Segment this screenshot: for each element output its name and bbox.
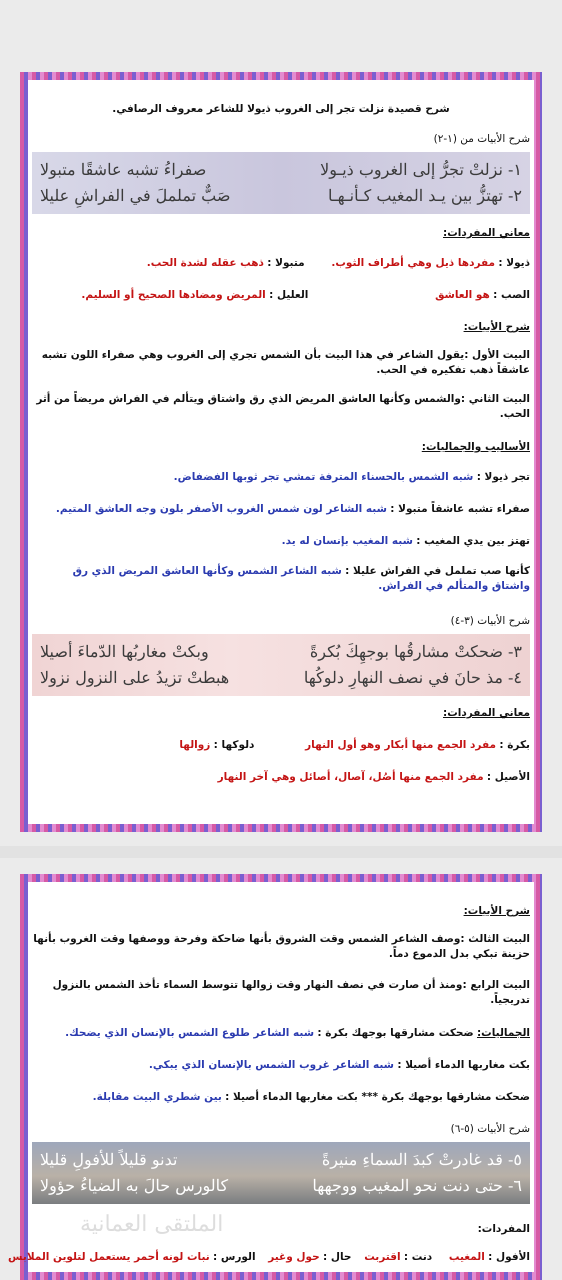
verse-4 (40, 665, 522, 691)
style-text: شبه الشمس بالحسناء المترفة تمشي تجر ثوبها الفضفاض. (173, 471, 474, 483)
explain-verse-4: البيت الرابع :ومنذ أن صارت في نصف النهار وقت زوالها تتوسط السماء تأخذ الشمس بالنزول تدريجياً. (52, 979, 530, 1006)
verse-6-left: كالورس حالَ به الضياءُ حؤولا (40, 1176, 229, 1195)
verses-5-6-banner (32, 1142, 530, 1204)
beauty-item-2 (32, 1058, 530, 1073)
style-item-1 (32, 470, 530, 485)
verse-5-left: تدنو قليلاً للأفولِ قليلا (40, 1150, 178, 1169)
vocab-term: الأصيل : (486, 771, 530, 783)
beauty-label: بكت مغاربها الدماء أصيلا : (397, 1059, 530, 1071)
verse-1-left: صفراءُ تشبه عاشقًا متبولا (40, 160, 207, 179)
verses-1-2-banner (32, 152, 530, 214)
verse-5-right: ٥- قد غادرتْ كبدَ السماءِ منيرةً (321, 1150, 522, 1169)
vocab-meaning: هو العاشق (435, 289, 490, 301)
vocab-meaning: اقتربت (364, 1251, 401, 1263)
verse-4-right: ٤- مذ حانَ في نصف النهارِ دلوكُها (303, 668, 522, 687)
vocab-term: دنت : (403, 1251, 433, 1263)
vocab-meaning: مفرد الجمع منها أبكار وهو أول النهار (305, 739, 497, 751)
verse-3-right: ٣- ضحكتْ مشارقُها بوجهِكَ بُكرةً (309, 642, 522, 661)
style-label: تجر ذيولا : (476, 471, 530, 483)
verse-6-right: ٦- حتى دنت نحو المغيب ووجهها (312, 1176, 522, 1195)
explain-verse-3: البيت الثالث :وصف الشاعر الشمس وقت الشروق بأنها ضاحكة وفرحة ووصفها وقت الغروب بأنها حزينة تبكي بدل الدموع دماً. (33, 933, 530, 960)
verse-2 (40, 183, 522, 209)
vocab-meaning: زوالها (179, 739, 211, 751)
style-text: شبه الشاعر لون شمس الغروب الأصفر بلون وجه العاشق المتيم. (55, 503, 387, 515)
vocab-term: الأفول : (488, 1251, 530, 1263)
vocab-meaning: المغيب (448, 1251, 485, 1263)
explain-verse-2: البيت الثاني :والشمس وكأنها العاشق المريض الذي رق واشتاق ويتألم في الفراش مريضاً من أثر الحب. (36, 393, 530, 420)
style-text: شبه المغيب بإنسان له يد. (281, 535, 413, 547)
verses-3-4-banner (32, 634, 530, 696)
verse-5 (40, 1147, 522, 1173)
style-item-3 (32, 534, 530, 549)
beauty-item-3 (32, 1090, 530, 1105)
beauty-label: ضحكت مشارقها بوجهك بكرة *** بكت مغاربها الدماء أصيلا : (225, 1091, 530, 1103)
page-separator (0, 846, 562, 858)
verse-3 (40, 639, 522, 665)
style-item-4 (32, 564, 530, 594)
document-page-1 (20, 72, 542, 832)
vocab-term: ذيولا : (498, 257, 530, 269)
style-label: صفراء تشبه عاشقاً متبولا : (390, 503, 530, 515)
style-item-2 (32, 502, 530, 517)
explain-heading-2: شرح الأبيات: (463, 905, 530, 917)
section-heading-1-2: شرح الأبيات من (١-٢) (433, 133, 530, 145)
vocab-row-4 (32, 770, 530, 785)
beauty-text: شبه الشاعر طلوع الشمس بالإنسان الذي يضحك. (65, 1027, 315, 1039)
vocab-meaning: نبات لونه أحمر يستعمل لتلوين الملابس (8, 1251, 210, 1263)
vocab-meaning: حول وغير (268, 1251, 320, 1263)
vocab-heading-2: معاني المفردات: (443, 707, 530, 719)
styles-heading: الأساليب والجماليات: (421, 441, 530, 453)
vocab-row-1 (32, 256, 530, 271)
section-heading-3-4: شرح الأبيات (٣-٤) (450, 615, 530, 627)
section-heading-5-6: شرح الأبيات (٥-٦) (450, 1123, 530, 1135)
vocab-meaning: مفرد الجمع منها أصُل، آصال، أصائل وهي آخر النهار (217, 771, 484, 783)
vocab-term: دلوكها : (213, 739, 255, 751)
verse-1 (40, 157, 522, 183)
verse-2-right: ٢- تهتزُّ بين يـد المغيب كـأنـهـا (328, 186, 522, 205)
vocab-term: العليل : (269, 289, 309, 301)
vocab-heading-3: المفردات: (477, 1223, 530, 1235)
vocab-meaning: ذهب عقله لشدة الحب. (146, 257, 264, 269)
vocab-row-5 (8, 1250, 530, 1265)
vocab-meaning: مفردها ذيل وهي أطراف الثوب. (331, 257, 496, 269)
style-text: شبه الشاعر الشمس وكأنها العاشق المريض الذي رق واشتاق والمتألم في الفراش. (72, 565, 530, 592)
watermark: الملتقى العمانية (80, 1212, 224, 1237)
vocab-term: متبولا : (267, 257, 305, 269)
vocab-term: حال : (323, 1251, 352, 1263)
style-label: تهتز بين يدي المغيب : (416, 535, 530, 547)
explain-verse-1: البيت الأول :يقول الشاعر في هذا البيت بأن الشمس تجري إلى الغروب وهي صفراء اللون تشبه عاشقاً ذهب تفكيره في الحب. (41, 349, 530, 376)
explain-heading: شرح الأبيات: (463, 321, 530, 333)
verse-2-left: صَبٌّ تململَ في الفراشِ عليلا (40, 186, 231, 205)
vocab-row-2 (32, 288, 530, 303)
vocab-term: الصب : (493, 289, 530, 301)
beauty-heading: الجماليات: (476, 1027, 530, 1039)
verse-3-left: وبكتْ مغاربُها الدّماءَ أصيلا (40, 642, 209, 661)
document-title: شرح قصيدة نزلت تجر إلى الغروب ذيولا للشاعر معروف الرصافي. (112, 103, 450, 115)
vocab-term: الورس : (213, 1251, 256, 1263)
verse-6 (40, 1173, 522, 1199)
vocab-row-3 (32, 738, 530, 753)
beauty-label: ضحكت مشارقها بوجهك بكرة : (317, 1027, 474, 1039)
beauty-item-1 (32, 1026, 530, 1041)
beauty-text: شبه الشاعر غروب الشمس بالإنسان الذي يبكي. (148, 1059, 395, 1071)
style-label: كأنها صب تململ في الفراش عليلا : (345, 565, 530, 577)
vocab-term: بكرة : (499, 739, 530, 751)
verse-1-right: ١- نزلتْ تجرُّ إلى الغروب ذيـولا (320, 160, 522, 179)
verse-4-left: هبطتْ تزيدُ على النزول نزولا (40, 668, 230, 687)
vocab-heading: معاني المفردات: (443, 227, 530, 239)
beauty-text: بين شطري البيت مقابلة. (92, 1091, 222, 1103)
vocab-meaning: المريض ومضادها الصحيح أو السليم. (81, 289, 266, 301)
